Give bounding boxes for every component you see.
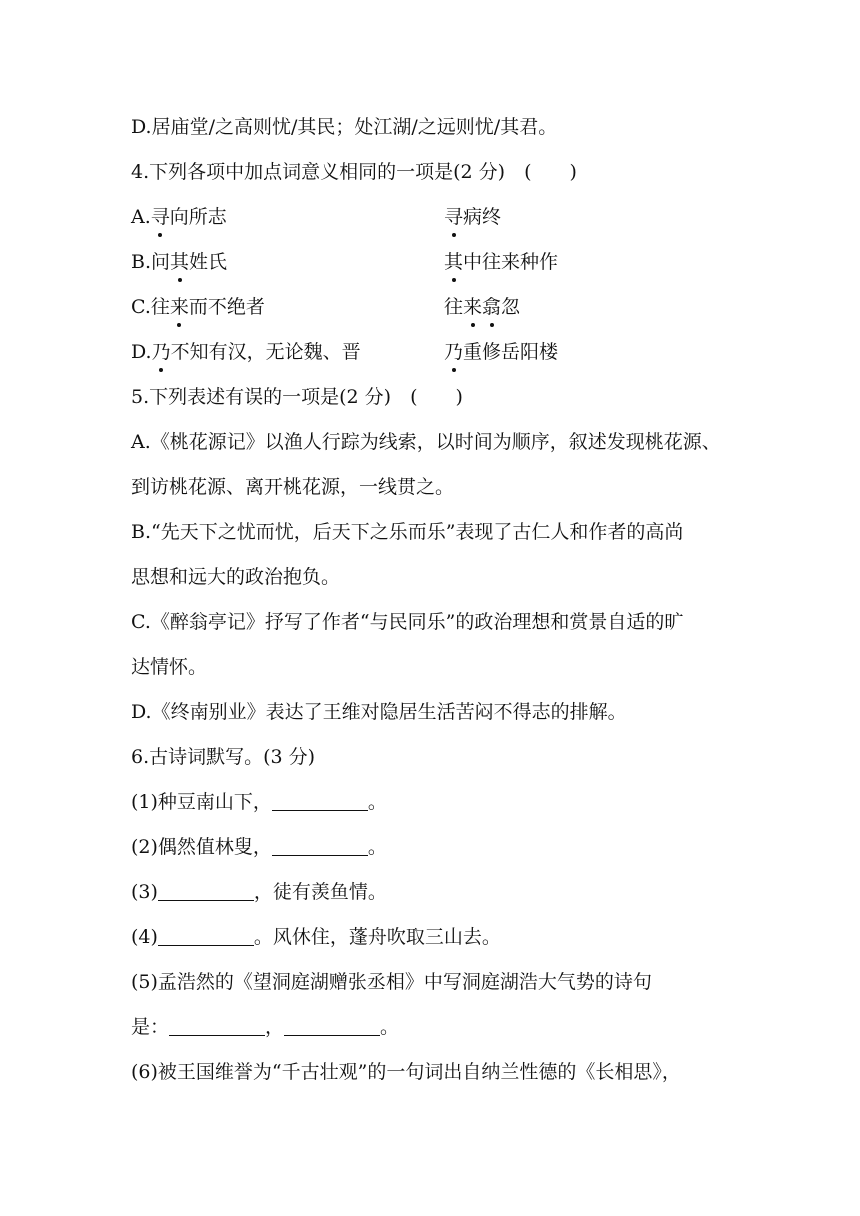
- answer-blank[interactable]: [284, 1015, 380, 1036]
- q5-option-d: D.《终南别业》表达了王维对隐居生活苦闷不得志的排解。: [131, 701, 627, 723]
- q5-option-c-line2: 达情怀。: [131, 656, 208, 678]
- answer-blank[interactable]: [158, 880, 254, 901]
- question-5: 5.下列表述有误的一项是(2 分) ( ): [131, 386, 463, 408]
- q5-option-a-line2: 到访桃花源、离开桃花源，一线贯之。: [131, 476, 455, 498]
- emphasis-dot-char: 寻: [150, 206, 170, 228]
- q4-option-a: A.寻向所志 寻病终: [131, 206, 502, 228]
- q6-item-4: (4) 。风休住，蓬舟吹取三山去。: [131, 926, 501, 948]
- q6-item-5-line2: 是： ， 。: [131, 1016, 400, 1038]
- q6-item-6: (6)被王国维誉为“千古壮观”的一句词出自纳兰性德的《长相思》，: [131, 1061, 681, 1083]
- q4-option-b: B.问其姓氏 其中往来种作: [131, 251, 559, 273]
- q6-item-2: (2)偶然值林叟， 。: [131, 836, 387, 858]
- q6-item-3: (3) ，徒有羡鱼情。: [131, 881, 387, 903]
- emphasis-dot-char: 来: [463, 296, 483, 318]
- answer-blank[interactable]: [272, 835, 368, 856]
- q5-option-c-line1: C.《醉翁亭记》抒写了作者“与民同乐”的政治理想和赏景自适的旷: [131, 611, 684, 633]
- emphasis-dot-char: 其: [444, 251, 464, 273]
- emphasis-dot-char: 翕: [482, 296, 502, 318]
- q5-option-b-line1: B.“先天下之忧而忧，后天下之乐而乐”表现了古仁人和作者的高尚: [131, 521, 684, 543]
- question-4: 4.下列各项中加点词意义相同的一项是(2 分) ( ): [131, 161, 577, 183]
- q4-option-c: C.往来而不绝者 往来翕忽: [131, 296, 521, 318]
- emphasis-dot-char: 其: [170, 251, 190, 273]
- emphasis-dot-char: 乃: [151, 341, 171, 363]
- answer-blank[interactable]: [272, 790, 368, 811]
- q6-item-5-line1: (5)孟浩然的《望洞庭湖赠张丞相》中写洞庭湖浩大气势的诗句: [131, 971, 652, 993]
- answer-blank[interactable]: [169, 1015, 265, 1036]
- emphasis-dot-char: 来: [169, 296, 189, 318]
- q4-option-d: D.乃不知有汉，无论魏、晋 乃重修岳阳楼: [131, 341, 559, 363]
- q3-option-d: D.居庙堂/之高则忧/其民；处江湖/之远则忧/其君。: [131, 116, 558, 138]
- q5-option-b-line2: 思想和远大的政治抱负。: [131, 566, 341, 588]
- q5-option-a-line1: A.《桃花源记》以渔人行踪为线索，以时间为顺序，叙述发现桃花源、: [131, 431, 721, 453]
- q6-item-1: (1)种豆南山下， 。: [131, 791, 387, 813]
- emphasis-dot-char: 寻: [444, 206, 464, 228]
- answer-blank[interactable]: [158, 925, 254, 946]
- emphasis-dot-char: 乃: [444, 341, 464, 363]
- question-6: 6.古诗词默写。(3 分): [131, 746, 316, 768]
